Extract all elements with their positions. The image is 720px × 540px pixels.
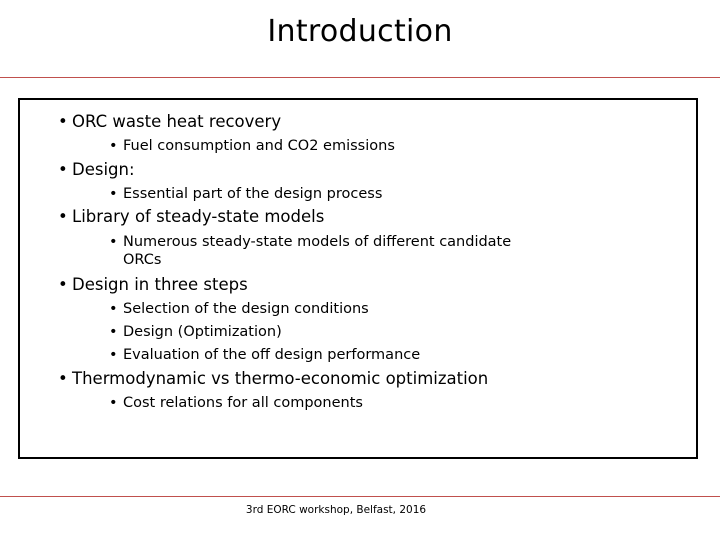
footer-divider xyxy=(0,496,720,497)
bullet-item: • Design in three steps xyxy=(72,275,248,295)
sub-bullet-item: • Selection of the design conditions xyxy=(123,300,369,318)
bullet-item: • Thermodynamic vs thermo-economic optimization xyxy=(72,369,488,389)
bullet-item: • Library of steady-state models xyxy=(72,207,324,227)
bullet-item: • ORC waste heat recovery xyxy=(72,112,281,132)
footer-text: 3rd EORC workshop, Belfast, 2016 xyxy=(245,504,427,516)
slide-title: Introduction xyxy=(267,14,453,49)
sub-bullet-item: • Fuel consumption and CO2 emissions xyxy=(123,137,395,155)
title-divider xyxy=(0,77,720,78)
sub-bullet-item: • Design (Optimization) xyxy=(123,323,282,341)
bullet-item: • Design: xyxy=(72,160,135,180)
sub-bullet-item: • Numerous steady-state models of different candidate ORCs xyxy=(123,233,543,269)
sub-bullet-item: • Essential part of the design process xyxy=(123,185,382,203)
sub-bullet-item: • Cost relations for all components xyxy=(123,394,363,412)
sub-bullet-item: • Evaluation of the off design performance xyxy=(123,346,420,364)
